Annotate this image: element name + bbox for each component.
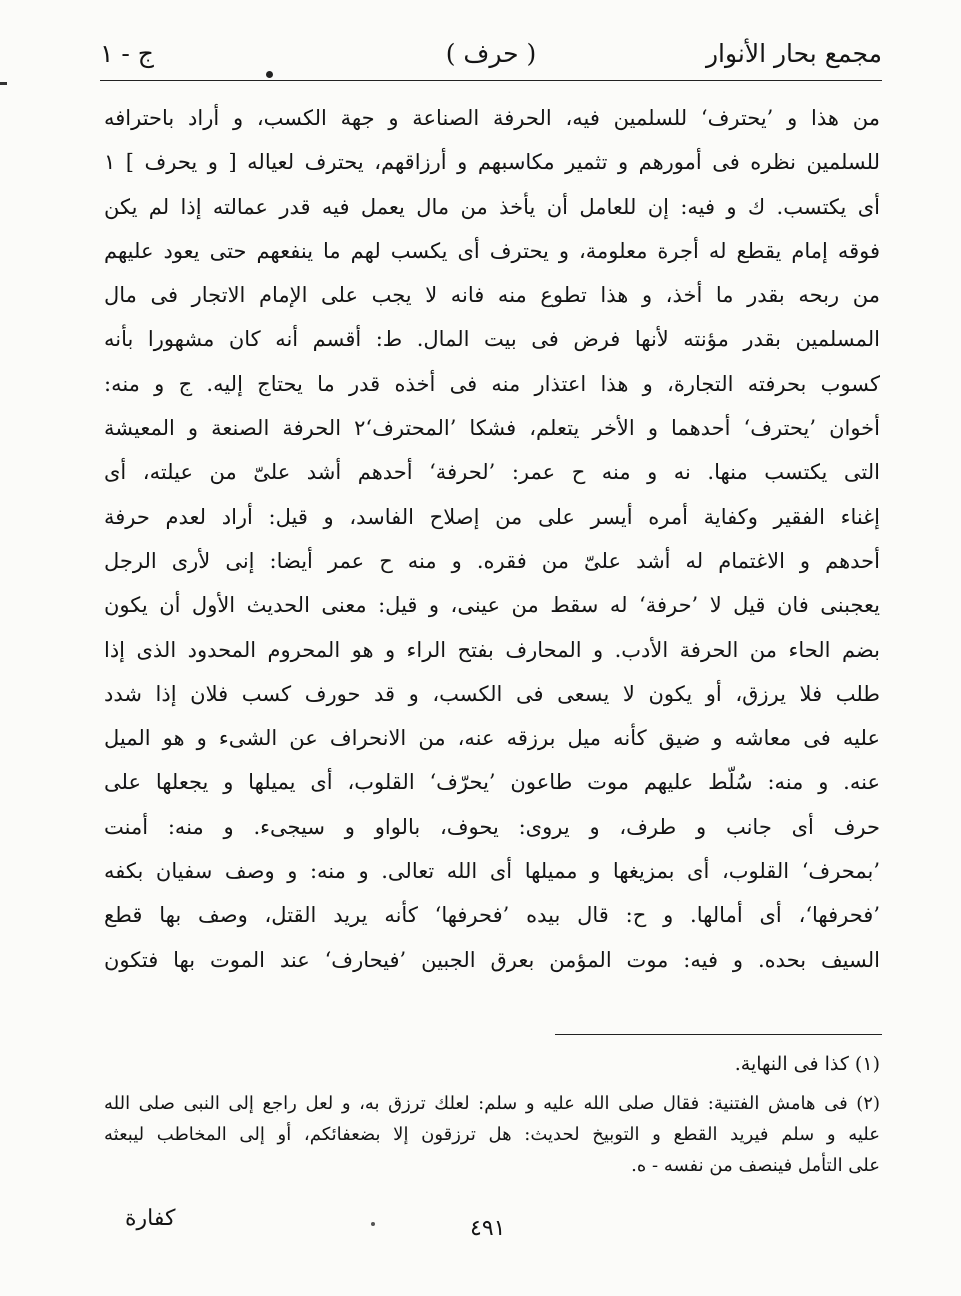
header-volume: ج - ١: [100, 39, 154, 68]
header-topic: ( حرف ): [445, 39, 537, 68]
footnote-1: (١) كذا فى النهاية.: [734, 1053, 880, 1075]
text-line: إغناء الفقير وكفاية أمره أيسر على من إصلاح الفاسد، و قيل: أراد لعدم حرفة: [104, 504, 880, 529]
text-line: من ربحه بقدر ما أخذ، و هذا تطوع منه فانه لا يجب على الإمام الاتجار فى مال: [104, 283, 880, 308]
text-line: من هذا و ’يحترف‘ للسلمين فيه، الحرفة الصناعة و جهة الكسب، و أراد باحترافه: [104, 106, 880, 130]
ink-speck: [371, 1222, 375, 1226]
main-text: [104, 96, 880, 982]
page-number: ٤٩١: [470, 1216, 506, 1241]
footnote-2-line: على التأمل فينصف من نفسه - ه.: [631, 1155, 880, 1176]
text-line: عليه فى معاشه و ضيق كأنه ميل برزقه عنه، من الانحراف عن الشىء و هو الميل: [104, 726, 880, 751]
text-line: ’فحرفها‘، أى أمالها. و ح: قال بيده ’فحرفها‘ كأنه يريد القتل، وصف بها قطع: [104, 903, 880, 928]
footnote-separator: [555, 1034, 882, 1035]
footnotes: [104, 1040, 880, 1181]
text-line: السيف بحده. و فيه: موت المؤمن بعرق الجبين ’فيحارف‘ عند الموت بها فتكون: [104, 947, 880, 972]
catchword: كفارة: [125, 1206, 176, 1231]
header-dot: [266, 71, 273, 78]
text-line: أحدهم و الاغتمام له أشد علىّ من فقره. و منه ح عمر أيضا: إنى لأرى الرجل: [104, 548, 880, 573]
text-line: ’بمحرف‘ القلوب، أى بمزيغها و مميلها أى الله تعالى. و منه: و وصف سفيان بكفه: [104, 859, 880, 884]
header-rule: [100, 80, 882, 81]
text-line: أخوان ’يحترف‘ أحدهما و الأخر يتعلم، فشكا ’المحترف‘٢ الحرفة الصنعة و المعيشة: [104, 416, 880, 441]
text-line: للسلمين نظره فى أمورهم و تثمير مكاسبهم و أرزاقهم، يحترف لعياله [ و يحرف ] ١: [104, 150, 880, 175]
margin-mark: [0, 82, 7, 85]
text-line: أى يكتسب. ك و فيه: إن للعامل أن يأخذ من مال يعمل فيه قدر عمالته إذا لم يكن: [104, 194, 880, 219]
running-header: [100, 36, 882, 76]
header-book-title: مجمع بحار الأنوار: [705, 39, 882, 68]
text-line: عنه. و منه: سُلّط عليهم موت طاعون ’يحرّف‘ القلوب، أى يميلها و يجعلها على: [104, 770, 880, 795]
text-line: حرف أى جانب و طرف، و يروى: يحوف، بالواو و سيجىء. و منه: أمنت: [104, 814, 880, 839]
footnote-2-line: عليه و سلم فيريد القطع و التوبيخ لحديث: هل ترزقون إلا بضعفائكم، أو إلى المخاطب ليبعثه: [104, 1124, 880, 1145]
text-line: التى يكتسب منها. نه و منه ح عمر: ’لحرفة‘ أحدهم أشد علىّ من عيلته، أى: [104, 460, 880, 485]
text-line: فوقه إمام يقطع له أجرة معلومة، و يحترف أى يكسب لهم ما ينفعهم حتى يعود عليهم: [104, 238, 880, 263]
text-line: طلب فلا يرزق، أو يكون لا يسعى فى الكسب، و قد حورف كسب فلان إذا شدد: [104, 681, 880, 706]
text-line: المسلمين بقدر مؤنته لأنها فرض فى بيت المال. ط: أقسم أنه كان مشهورا بأنه: [104, 327, 880, 352]
text-line: يعجبنى فان قيل لا ’حرفة‘ له سقط من عينى، و قيل: معنى الحديث الأول أن يكون: [104, 593, 880, 618]
text-line: كسوب بحرفته التجارة، و هذا اعتذار منه فى أخذه قدر ما يحتاج إليه. ج و منه:: [104, 371, 880, 396]
text-line: بضم الحاء من الحرفة الأدب. و المحارف بفتح الراء و هو المحروم المحدود الذى إذا: [104, 637, 880, 662]
footnote-2-line: (٢) فى هامش الفتنية: فقال صلى الله عليه و سلم: لعلك ترزق به، و لعل راجع إلى النبى صلى الله: [104, 1093, 880, 1114]
